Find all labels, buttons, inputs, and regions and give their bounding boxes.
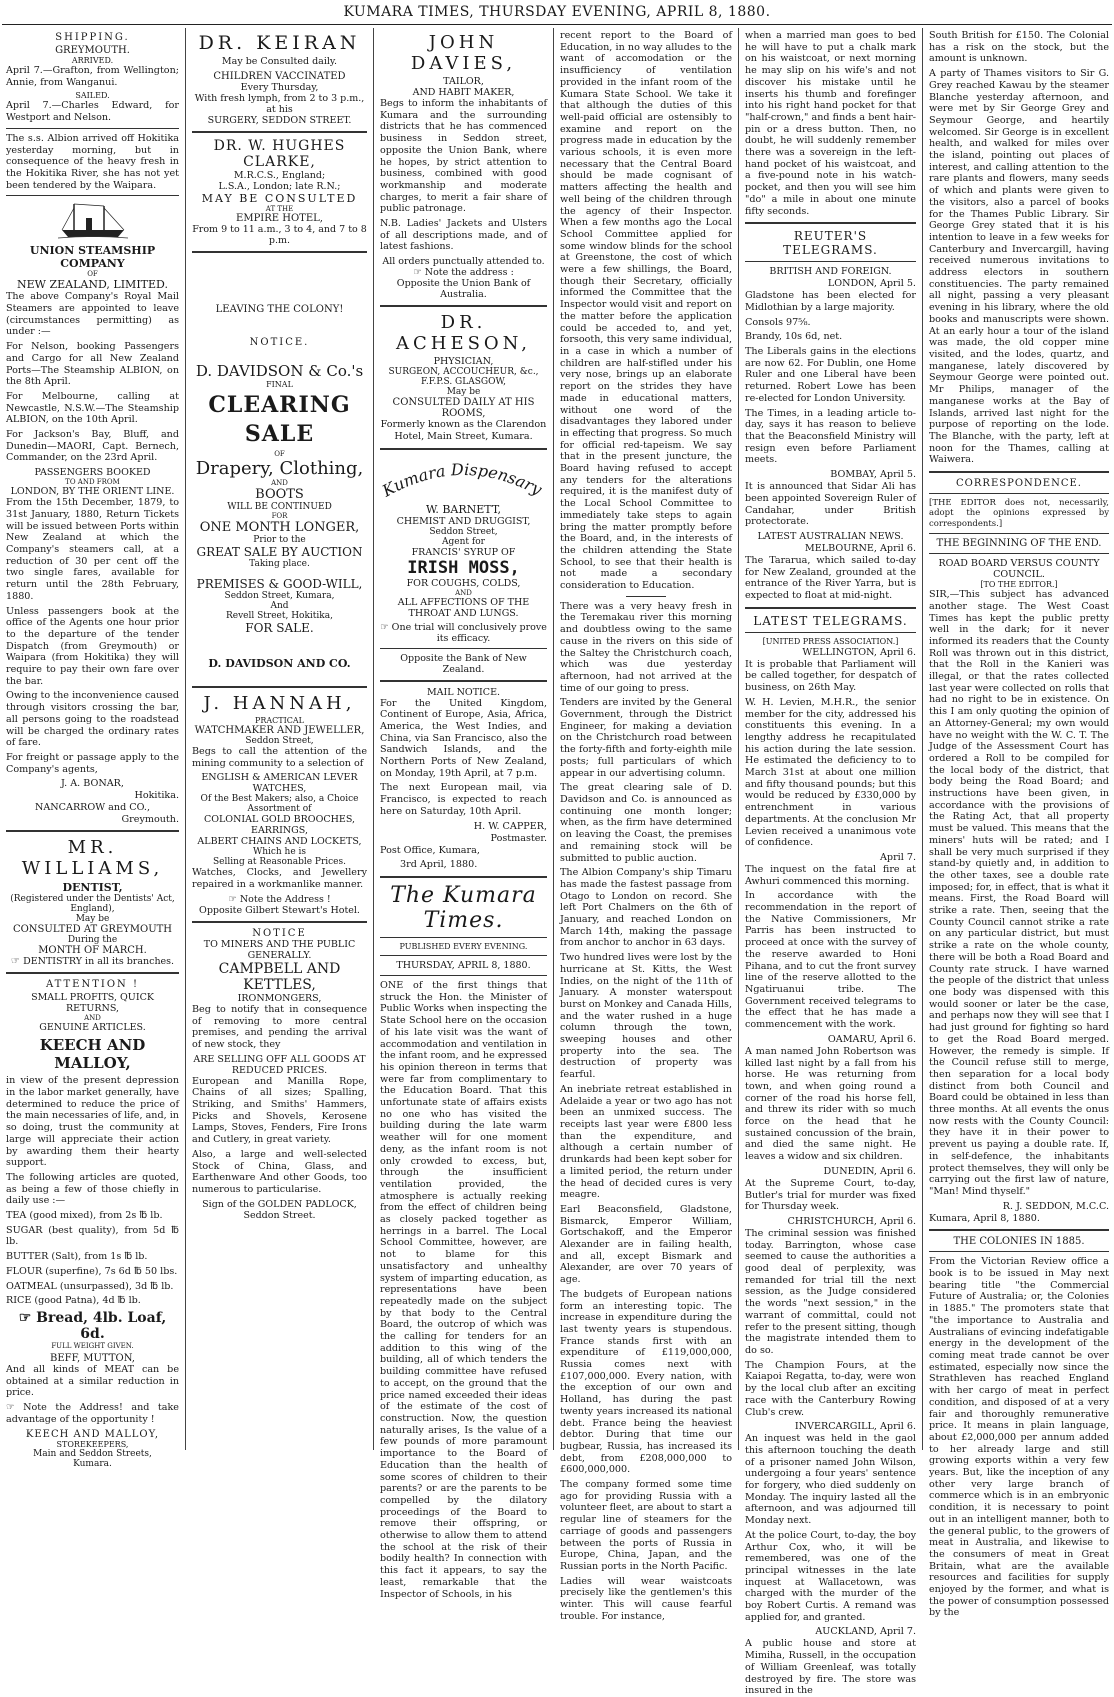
- agent-nancarrow: NANCARROW and CO.,: [34, 802, 151, 814]
- column-4: [560, 30, 732, 1622]
- passengers-p2: Unless passengers book at the office of the Agents one hour prior to the departure of the tender Dispatch (from Greymouth) or Waipara (from Hokitika) they will require to pay their own fare over the bar.: [6, 605, 179, 687]
- notice-heading: NOTICE.: [249, 337, 310, 348]
- small-profits: SMALL PROFITS, QUICK RETURNS,: [31, 992, 154, 1015]
- dispensary-title: [380, 455, 546, 499]
- throat-label: ALL AFFECTIONS OF THE THROAT AND LUNGS.: [397, 596, 530, 619]
- hannah-selling: Selling at Reasonable Prices.: [213, 857, 346, 868]
- hannah-levers: ENGLISH & AMERICAN LEVER WATCHES,: [201, 772, 358, 795]
- waistcoat-continued: when a married man goes to bed he will have to put a chalk mark on his waistcoat, or next morning he may slip on his wife's and not discover his mistake until he inserts his thumb and forefinger into his right hand pocket for that "half-crown," and finds a bent hair-pin or a dress button. Then, no doubt, he will suddenly remember there was a sovereign in the left-hand pocket of his waistcoat, and a five-pound note in his watch-pocket, and then you will see him "do" a mile in about one minute fifty seconds.: [745, 30, 916, 217]
- hannah-opposite: Opposite Gilbert Stewart's Hotel.: [199, 904, 360, 916]
- hannah-watchmaker: WATCHMAKER AND JEWELLER,: [194, 725, 365, 736]
- tel-mimiha: A public house and store at Mimiha, Russell, in the occupation of William Greenleaf, was totally destroyed by fire. The store was insured in the: [745, 1638, 916, 1697]
- pointing-hand-icon: ☞: [18, 1310, 37, 1326]
- usco-nz: NEW ZEALAND, LIMITED.: [17, 278, 168, 292]
- agent-bonar-place: Hokitika.: [134, 790, 179, 802]
- news-st-kitts: Two hundred lives were lost by the hurricane at St. Kitts, the West Indies, on the night of the 11th of January. A monster waterspout burst on Monkey and Canada Hills, and the water rushed in a huge column through the town, sweeping houses and other property into the sea. The destruction of property was fearful.: [560, 952, 732, 1081]
- price-oatmeal: OATMEAL (unsurpassed), 3d ℔ lb.: [6, 1280, 174, 1292]
- padlock-street: Seddon Street.: [243, 1209, 316, 1221]
- beef-heading: BEFF, MUTTON,: [49, 1353, 135, 1364]
- hannah-makers: Of the Best Makers; also, a Choice Assortment of: [200, 794, 359, 815]
- and-label: AND: [455, 588, 472, 597]
- dispensary-banner: [380, 455, 547, 499]
- leader-continued: recent report to the Board of Education, in no way alludes to the want of accomodation or the insufficiency of ventilation provided in the infant room of the Kumara State School. We take it that although the duties of this well-paid official are ostensibly to examine and report on the progress made in education by the various schools, it is even more necessary that the Central Board should be made cognisant of matters affecting the health and well being of the children through the agency of their Inspector. When a few months ago the Local School Committee applied for some window blinds for the school at Greenstone, the cost of which were a few shillings, the Board, though their Secretary, officially informed the Committee that the Inspector would visit and report on the matter before the application could be acceded to, and yet, forsooth, this very same individual, in a case in which a number of children are half-stifled under his very nose, brings up an elaborate report on the strides they have made in educational matters, without one word of the disadvantages they labored under in effecting that progress. So much for official red-tapeism. We say that in the present juncture, the Board having refused to accept any tenders for the alterations required, it is the manifest duty of the Local School Committee to immediately take steps to again bring the matter promptly before the Board, and, in the interests of the children attending the State School, to see that their health is not made a secondary consideration to Education.: [560, 30, 732, 592]
- hannah-practical: PRACTICAL: [254, 716, 304, 725]
- davies-p1: Begs to inform the inhabitants of Kumara and the surrounding districts that he has commenced business in Seddon street, opposite the Union Bank, where he hopes, by strict attention to business, combined with good workmanship and moderate charges, to merit a fair share of public patronage.: [380, 98, 547, 215]
- tel-regatta: The Champion Fours, at the Kaiapoi Regatta, to-day, were won by the local club after an exciting race with the Canterbury Rowing Club's crew.: [745, 1359, 916, 1418]
- dateline-auckland: AUCKLAND, April 7.: [815, 1626, 916, 1638]
- price-tea: TEA (good mixed), from 2s ℔ lb.: [6, 1210, 163, 1222]
- news-russia-fleet: The company formed some time ago for providing Russia with a volunteer fleet, are about to start a regular line of steamers for the carriage of goods and passengers between the ports of Russia in Europe, China, Japan, and the Russian ports in the North Pacific.: [560, 1479, 732, 1572]
- price-rice: RICE (good Patna), 4d ℔ lb.: [6, 1295, 141, 1307]
- williams-may: May be: [75, 914, 110, 925]
- keiran-surgery: SURGERY, SEDDON STREET.: [207, 115, 352, 126]
- beef-text: And all kinds of MEAT can be obtained at a similar reduction in price.: [6, 1364, 179, 1399]
- dateline-christchurch: CHRISTCHURCH, April 6.: [787, 1215, 916, 1227]
- reuter-brandy: Brandy, 10s 6d, net.: [745, 331, 843, 343]
- news-timaru: The Albion Company's ship Timaru has made the fastest passage from Otago to London on record. She left Port Chalmers on the 6th of January, and reached London on March 14th, making the passage from anchor to anchor in 63 days.: [560, 867, 732, 949]
- reuter-tararua: The Tararua, which sailed to-day for New Zealand, grounded at the entrance of the River Yarra, but is expected to float at mid-night.: [745, 554, 916, 602]
- one-trial: One trial will conclusively prove its efficacy.: [391, 621, 547, 644]
- usco-melbourne: For Melbourne, calling at Newcastle, N.S.W.—The Steamship ALBION, on the 10th April.: [6, 390, 179, 426]
- vaccinated: CHILDREN VACCINATED: [213, 71, 346, 82]
- one-month: ONE MONTH LONGER,: [199, 520, 360, 535]
- pointing-hand-icon: ☞: [413, 267, 425, 279]
- williams-reg: (Registered under the Dentists' Act, England),: [10, 894, 175, 915]
- pointing-hand-icon: ☞: [228, 893, 240, 905]
- post-office: Post Office, Kumara,: [380, 844, 480, 856]
- column-rule: [922, 28, 923, 1450]
- for-sale: FOR SALE.: [245, 621, 314, 635]
- reuter-liberals: The Liberals gains in the elections are now 62. For Dublin, one Home Ruler and one Liberal have been returned. Robert Lowe has been re-elected for London University.: [745, 346, 916, 404]
- reuter-times: The Times, in a leading article to-day, says it has reason to believe that the Beaconsfield Ministry will resign even before Parliament meets.: [745, 407, 916, 466]
- acheson-may: May be: [446, 387, 481, 398]
- williams-during: During the: [67, 935, 118, 946]
- hannah-note: Note the Address !: [239, 893, 331, 905]
- tel-parliament: It is probable that Parliament will be called together, for despatch of business, on 26th May.: [745, 658, 916, 694]
- tel-wilson: An inquest was held in the gaol this afternoon touching the death of a prisoner named John Wilson, undergoing a four years' sentence for forgery, who died suddenly on Monday. The inquiry lasted all the afternoon, and was adjourned till Monday next.: [745, 1433, 916, 1527]
- keech-town: Kumara.: [73, 1458, 112, 1469]
- tel-robertson: A man named John Robertson was killed last night by a fall from his horse. He was returning from town, and when going round a corner of the road his horse fell, and threw its rider with so much force on the head that he sustained concussion of the brain, and died the same night. He leaves a widow and six children.: [745, 1045, 916, 1163]
- clarke-may: MAY BE CONSULTED: [201, 192, 358, 205]
- vaccinated-lymph: With fresh lymph, from 2 to 3 p.m., at his: [194, 93, 365, 115]
- drapery-label: Drapery, Clothing,: [195, 458, 364, 479]
- pointing-hand-icon: ☞: [10, 956, 24, 968]
- capper-name: H. W. CAPPER,: [473, 820, 547, 832]
- revell-street: Revell Street, Hokitika,: [226, 611, 333, 621]
- dateline-invercargill: INVERCARGILL, April 6.: [794, 1421, 916, 1433]
- usco-jacksons: For Jackson's Bay, Bluff, and Dunedin—MAORI, Capt. Bernech, Commander, on the 23rd April.: [6, 429, 179, 464]
- colonies-heading: THE COLONIES IN 1885.: [953, 1236, 1085, 1248]
- keech-p2: The following articles are quoted, as being a few of those chiefly in daily use :—: [6, 1171, 179, 1207]
- published-every: PUBLISHED EVERY EVENING.: [399, 941, 528, 951]
- to-miners: TO MINERS AND THE PUBLIC GENERALLY.: [203, 938, 356, 961]
- usco-title: UNION STEAMSHIP COMPANY: [29, 244, 156, 271]
- seddon-kumara: Seddon Street, Kumara,: [224, 591, 335, 601]
- and-label: AND: [84, 1014, 101, 1023]
- davies-orders: All orders punctually attended to.: [382, 256, 545, 268]
- australian-heading: LATEST AUSTRALIAN NEWS.: [757, 530, 904, 542]
- genuine-articles: GENUINE ARTICLES.: [39, 1022, 146, 1034]
- acheson-formerly: Formerly known as the Clarendon Hotel, Main Street, Kumara.: [380, 419, 547, 442]
- hannah-name: J. HANNAH,: [203, 693, 356, 714]
- correspondence-heading: CORRESPONDENCE.: [956, 478, 1082, 490]
- usco-nelson: For Nelson, booking Passengers and Cargo for all New Zealand Ports—The Steamship ALBION, on the 8th April.: [6, 341, 179, 388]
- campbell-p1: Beg to notify that in consequence of removing to more central premises, and pending the arrival of new stock, they: [192, 1003, 367, 1050]
- shipping-note: The s.s. Albion arrived off Hokitika yesterday morning, but in consequence of the heavy fresh in the Hokitika River, she has not yet been tendered by the Waipara.: [6, 132, 179, 191]
- acheson-physician: PHYSICIAN,: [433, 356, 494, 368]
- and-label: And: [270, 601, 289, 611]
- usco-of: OF: [87, 270, 98, 279]
- mail-p2: The next European mail, via Francisco, is expected to reach here on Saturday, 10th April.: [380, 782, 547, 817]
- masthead-rule: [2, 24, 1112, 25]
- masthead: KUMARA TIMES, THURSDAY EVENING, APRIL 8, 1880.: [343, 4, 771, 20]
- steamship-icon: [58, 200, 128, 240]
- tel-butler: At the Supreme Court, to-day, Butler's trial for murder was fixed for Thursday week.: [745, 1177, 916, 1213]
- williams-name: MR. WILLIAMS,: [21, 837, 164, 880]
- news-tenders: Tenders are invited by the General Government, through the District Engineer, for making a deviation on the Christchurch road between the forty-fifth and forty-eighth mile posts; full particulars of which appear in our advertising column.: [560, 697, 732, 779]
- clearing-label: CLEARING: [208, 392, 351, 418]
- keiran-name: DR. KEIRAN: [198, 32, 361, 54]
- acheson-ffps: F.F.P.S. GLASGOW,: [420, 377, 506, 388]
- column-3: [380, 30, 547, 1600]
- ironmongers: IRONMONGERS,: [237, 992, 322, 1004]
- column-6: [929, 30, 1109, 1619]
- tel-parris: In accordance with the recommendation in the report of the Native Commissioners, Mr Parris has been instructed to proceed at once with the survey of the reserve awarded to Honi Pihana, and to cut the front survey line of the reserve allotted to the Ngatiruanui tribe. The Government received telegrams to the effect that he has made a commencement with the work.: [745, 890, 916, 1031]
- tel-criminal: The criminal session was finished today. Barrington, whose case seemed to cause the authorities a good deal of perplexity, was remanded for trial till the next session, as the Judge considered the words "next session," in the warrant of committal, could not refer to the present sitting, though the magistrate intended them to do so.: [745, 1227, 916, 1356]
- davies-note: Note the address :: [424, 267, 514, 279]
- letter-place: Kumara, April 8, 1880.: [929, 1212, 1040, 1224]
- column-5: [745, 30, 916, 1697]
- attention-heading: ATTENTION !: [45, 979, 139, 991]
- campbell-name: CAMPBELL AND KETTLES,: [218, 960, 341, 993]
- letter-signature: R. J. SEDDON, M.C.C.: [1002, 1200, 1109, 1212]
- news-statesmen: Earl Beaconsfield, Gladstone, Bismarck, Emperor William, Gortschakoff, and the Emperor Alexander are in failing health, and all, except Bismark and Alexander, are over 70 years of age.: [560, 1203, 732, 1286]
- mail-p1: For the United Kingdom, Continent of Europe, Asia, Africa, America, the West Indies, and China, via San Francisco, also the Sandwich Islands, and the Northern Ports of New Zealand, on Monday, 19th April, at 7 p.m.: [380, 697, 547, 779]
- clarke-hotel: EMPIRE HOTEL,: [236, 213, 323, 224]
- barnett-street: Seddon Street,: [429, 526, 498, 537]
- acheson-surgeon: SURGEON, ACCOUCHEUR, &c.,: [388, 367, 539, 378]
- arrivals: April 7.—Grafton, from Wellington; Annie, from Wanganui.: [6, 65, 179, 88]
- clarke-mrcs: M.R.C.S., England;: [233, 170, 326, 181]
- williams-branches: DENTISTRY in all its branches.: [23, 956, 175, 968]
- passengers-london: LONDON, BY THE ORIENT LINE.: [10, 486, 175, 498]
- usco-intro: The above Company's Royal Mail Steamers are appointed to leave (circumstances permitting) as under :—: [6, 291, 179, 338]
- great-sale: GREAT SALE BY AUCTION: [196, 545, 363, 559]
- price-sugar: SUGAR (best quality), from 5d ℔ lb.: [6, 1224, 179, 1248]
- acheson-name: DR. ACHESON,: [395, 312, 532, 355]
- road-board-heading: ROAD BOARD VERSUS COUNTY COUNCIL.: [938, 558, 1100, 581]
- post-date: 3rd April, 1880.: [400, 859, 478, 871]
- correspondence-note: [THE EDITOR does not, necessarily, adopt the opinions expressed by correspondents.]: [929, 498, 1109, 529]
- taking-place: Taking place.: [249, 559, 310, 569]
- tel-levien: W. H. Levien, M.H.R., the senior member for the city, addressed his constituents this evening. In a lengthy address he recapitulated his action during the late session. He estimated the deficiency to to March 31st at about one million and fifty thousand pounds; but this would be reduced by £330,000 by entrenchment in various departments. At the conclusion Mr Levien received a unanimous vote of confidence.: [745, 696, 916, 849]
- agent-for: Agent for: [442, 536, 485, 547]
- clarke-at: AT THE: [265, 205, 294, 213]
- barnett-name: W. BARNETT,: [425, 502, 502, 516]
- hannah-repairs: Watches, Clocks, and Jewellery repaired in a workmanlike manner.: [192, 867, 367, 891]
- agent-bonar: J. A. BONAR,: [61, 778, 124, 790]
- port-name: GREYMOUTH.: [55, 45, 130, 56]
- williams-month: MONTH OF MARCH.: [38, 945, 147, 957]
- latest-heading: LATEST TELEGRAMS.: [753, 613, 908, 628]
- reuter-sidar: It is announced that Sidar Ali has been appointed Sovereign Ruler of Candahar, under British protectorate.: [745, 481, 916, 528]
- campbell-p3: Also, a large and well-selected Stock of China, Glass, and Earthenware And other Goods, too numerous to particularise.: [192, 1148, 367, 1195]
- vaccinated-every: Every Thursday,: [240, 82, 319, 93]
- bread-price: Bread, 4lb. Loaf, 6d.: [36, 1310, 167, 1342]
- golden-padlock: Sign of the GOLDEN PADLOCK,: [202, 1198, 357, 1210]
- davidson-signature: D. DAVIDSON AND CO.: [208, 657, 351, 670]
- boots-label: BOOTS: [255, 487, 304, 502]
- seddon-letter: SIR,—This subject has advanced another stage. The West Coast Times has kept the public pretty well in the dark; for it never informed its readers that the County Roll was thrown out in this district, that the Roll in the Kanieri was illegal, or that the rates collected last year were collected on rolls that had no right to be in existence. On this I am only quoting the opinion of an Attorney-General; my own would have no weight with the W. C. T. The Judge of the Assessment Court has ordered a Roll to be compiled for the local body of the district, that body being the Road Board; and instructions have been given, in accordance with the provisions of the Rating Act, that all property must be valued. This means that the miners' huts will be rated; and I shall be very much surprised if they stand-by quietly and, in addition to the other taxes, see a double rate imposed; for, in effect, that is what it means. First, the Road Board will strike a rate. Then, seeing that the County Council cannot strike a rate on any particular district, but must strike a rate on the whole county, there will be both a Road Board and County rate struck. I have warned the people of the district that unless one body was dispensed with this would sooner or later be the case, and perhaps now they will see that I had just ground for fighting so hard to get the Road Board merged. However, the remedy is simple. If the Council refuse still to merge, then separation for a local body distinct from both Council and Board could be obtained in less than three months. At all events the onus now rests with the County Council: they have it in their power to prevent us paying a double rate. If, in self-defence, the inhabitants protect themselves, they will only be carrying out the first law of nature, "Man! Mind thyself.": [929, 589, 1109, 1197]
- hannah-chains: ALBERT CHAINS AND LOCKETS,: [197, 836, 362, 848]
- upa-label: [UNITED PRESS ASSOCIATION.]: [762, 636, 899, 646]
- francis-syrup: FRANCIS' SYRUP OF: [411, 546, 516, 558]
- dispensary-title-path: Kumara Dispensary: [380, 459, 544, 499]
- paper-title: The Kumara Times.: [390, 882, 537, 933]
- chemist-label: CHEMIST AND DRUGGIST,: [396, 515, 531, 527]
- for-label: FOR: [271, 512, 288, 520]
- mail-notice-heading: MAIL NOTICE.: [426, 686, 501, 698]
- campbell-p2: European and Manilla Rope, Chains of all sizes; Spalling, Striking, and Smiths' Hammers, Picks and Shovels, Kerosene Lamps, Stoves, Fenders, Fire Irons and Cutlery, in great variety.: [192, 1075, 367, 1146]
- keech-signature: KEECH AND MALLOY,: [25, 1428, 160, 1440]
- price-butter: BUTTER (Salt), from 1s ℔ lb.: [6, 1251, 148, 1263]
- news-clearing: The great clearing sale of D. Davidson and Co. is announced as continuing one month longer; when, as the firm have determined on leaving the Coast, the premises and remaining stock will be submitted to public auction.: [560, 782, 732, 864]
- pointing-hand-icon: ☞: [380, 621, 392, 633]
- habit-maker: AND HABIT MAKER,: [412, 87, 515, 98]
- selling-off: ARE SELLING OFF ALL GOODS AT REDUCED PRICES.: [193, 1053, 366, 1076]
- keech-streets: Main and Seddon Streets,: [33, 1448, 152, 1459]
- clarke-name: DR. W. HUGHES CLARKE,: [213, 138, 346, 170]
- notice2-heading: NOTICE: [252, 927, 307, 939]
- premises-label: PREMISES & GOOD-WILL,: [196, 577, 363, 591]
- issue-date: THURSDAY, APRIL 8, 1880.: [396, 959, 531, 971]
- sale-label: SALE: [244, 421, 315, 447]
- beginning-heading: THE BEGINNING OF THE END.: [936, 538, 1102, 550]
- irish-moss: IRISH MOSS,: [407, 557, 520, 578]
- davidson-name: D. DAVIDSON & Co.'s: [195, 362, 364, 380]
- hannah-brooches: COLONIAL GOLD BROOCHES, EARRINGS,: [203, 814, 356, 837]
- leaving-colony: LEAVING THE COLONY!: [215, 304, 344, 315]
- williams-title: DENTIST,: [62, 881, 123, 895]
- williams-consulted: CONSULTED AT GREYMOUTH: [12, 924, 173, 936]
- davies-name: JOHN DAVIES,: [410, 32, 517, 74]
- to-editor: [TO THE EDITOR.]: [980, 580, 1058, 590]
- mimiha-continued: South British for £150. The Colonial has a risk on the stock, but the amount is unknown.: [929, 30, 1109, 65]
- reuter-consols: Consols 97⅝.: [745, 316, 811, 328]
- keech-note: Note the Address! and take advantage of the opportunity !: [6, 1402, 179, 1425]
- dateline-london: LONDON, April 5.: [827, 278, 916, 290]
- column-1: [6, 30, 179, 1469]
- keech-heading: KEECH AND MALLOY,: [39, 1036, 146, 1073]
- leader-article: ONE of the first things that struck the Hon. the Minister of Public Works when inspecting the State School here on the occasion of his late visit was the want of accommodation and ventilation in the infant room, and he expressed his opinion thereon in terms that were far from complimentary to the Education Board. That this unfortunate state of affairs exists no one who has visited the building during the late warm weather will for one moment deny, as the infant room is not only crowded to excess, but, through the insufficient ventilation provided, the atmosphere is actually reeking from the effect of children being as closely packed together as herrings in a barrel. The Local School Committee, however, are not to blame for this unsatisfactory and unhealthy system of imparting education, as representations have been repeatedly made on the subject by that body to the Central Board, the outcrop of which was the calling for tenders for an addition to this wing of the building, all of which tenders the building committee have refused to accept, on the ground that the price named exceeded their ideas of the estimate of the cost of construction. Now, the question naturally arises, Is the value of a few pounds of more paramount importance to the Board of Education than the health of some scores of children to their parents? or are the parents to be compelled by the dilatory proceedings of the Board to remove their offspring, or otherwise to allow them to attend the school at the risk of their bodily health? In connection with this fact it appears, to say the least, remarkable that the Inspector of Schools, in his: [380, 979, 547, 1600]
- tailor-label: TAILOR,: [443, 76, 484, 87]
- of-label: OF: [274, 450, 285, 458]
- dateline-dunedin: DUNEDIN, April 6.: [823, 1165, 916, 1177]
- dateline-april7: April 7.: [880, 851, 916, 863]
- news-fresh: There was a very heavy fresh in the Teremakau river this morning and doubtless owing to the same cause in the rivers on this side of the Saltey the Christchurch coach, which was due yesterday afternoon, had not arrived at the time of our going to press.: [560, 600, 732, 694]
- price-flour: FLOUR (superfine), 7s 6d ℔ 50 lbs.: [6, 1265, 178, 1277]
- column-rule: [738, 28, 739, 1450]
- davies-nb: N.B. Ladies' Jackets and Ulsters of all descriptions made, and of latest fashions.: [380, 218, 547, 253]
- passengers-p1: From the 15th December, 1879, to 31st January, 1880, Return Tickets will be issued between Ports within New Zealand at which the Company's steamers call, at a reduction of 30 per cent off the two single fares, available for return until the 28th February, 1880.: [6, 497, 179, 602]
- final-label: FINAL: [266, 380, 293, 389]
- davies-opposite: Opposite the Union Bank of Australia.: [396, 278, 531, 301]
- tel-inquest: The inquest on the fatal fire at Awhuri commenced this morning.: [745, 863, 916, 887]
- passengers-heading: PASSENGERS BOOKED: [34, 467, 151, 479]
- acheson-consulted: CONSULTED DAILY AT HIS ROOMS,: [392, 397, 535, 420]
- dateline-melbourne: MELBOURNE, April 6.: [804, 542, 916, 554]
- hannah-street: Seddon Street,: [245, 736, 314, 746]
- dateline-oamaru: OAMARU, April 6.: [827, 1033, 916, 1045]
- opp-bank: Opposite the Bank of New Zealand.: [400, 652, 527, 675]
- will-continue: WILL BE CONTINUED: [227, 502, 332, 512]
- full-weight: FULL WEIGHT GIVEN.: [51, 1342, 134, 1350]
- colonies-article: From the Victorian Review office a book is to be issued in May next bearing title "the Commercial Future of Australia; or, the Colonies in 1885." The promoters state that "the importance to Australia and Australians of evincing indefatigable energy in the development of the coming meat trade cannot be over estimated, especially now since the Strathleven has reached England with her cargo of meat in perfect condition, and disposed of at a very fair and thoroughly remunerative price. It means in plain language, about £2,000,000 per annum added to her already large and still growing exports within a very few years. But, like the inception of any other very large branch of commerce which is in an embryonic condition, it is necessary to point out in an intelligent manner, both to the general public, to the growers of meat in Australia, and likewise to the consumers of meat in Great Britain, what are the available resources and facilities for supply enjoyed by the former, and what is the power of consumption possessed by the: [929, 1256, 1109, 1619]
- postmaster-label: Postmaster.: [490, 832, 547, 844]
- agent-nancarrow-place: Greymouth.: [121, 814, 179, 826]
- reuter-gladstone: Gladstone has been elected for Midlothian by a large majority.: [745, 290, 916, 313]
- keech-p1: in view of the present depression in the labor market generally, have determined to reduce the price of the main necessaries of life, and, in so doing, trust the community at large will appreciate their action by awarding them their hearty support.: [6, 1075, 179, 1169]
- reuter-heading: REUTER'S TELEGRAMS.: [783, 229, 878, 258]
- sailings: April 7.—Charles Edward, for Westport and Nelson.: [6, 100, 179, 124]
- dateline-bombay: BOMBAY, April 5.: [830, 469, 916, 481]
- column-rule: [553, 28, 554, 1450]
- arrived-label: ARRIVED.: [71, 56, 114, 65]
- hannah-which: Which he is: [252, 847, 307, 858]
- passengers-to: TO AND FROM: [65, 478, 120, 487]
- passengers-p3: Owing to the inconvenience caused through visitors crossing the bar, all persons going to the roadstead will be charged the ordinary rates of fare.: [6, 690, 179, 749]
- shipping-heading: SHIPPING.: [55, 32, 130, 43]
- news-inebriate: An inebriate retreat established in Adelaide a year or two ago has not been an unmixed success. The receipts last year were £800 less than the expenditure, and although a certain number of drunkards had been kept sober for a limited period, the return under the head of decided cures is very meagre.: [560, 1083, 732, 1201]
- coughs-label: FOR COUGHS, COLDS,: [406, 577, 521, 589]
- news-waistcoats: Ladies will wear waistcoats precisely like the gentlemen's this winter. This will cause fearful trouble. For instance,: [560, 1575, 732, 1622]
- clarke-hours: From 9 to 11 a.m., 3 to 4, and 7 to 8 p.m.: [192, 224, 367, 246]
- sailed-label: SAILED.: [75, 91, 110, 101]
- dateline-wellington: WELLINGTON, April 6.: [802, 646, 916, 658]
- hannah-intro: Begs to call the attention of the mining community to a selection of: [192, 746, 367, 769]
- british-foreign: BRITISH AND FOREIGN.: [769, 266, 892, 278]
- column-rule: [185, 28, 186, 1450]
- keiran-may: May be Consulted daily.: [221, 56, 338, 67]
- passengers-p4: For freight or passage apply to the Company's agents,: [6, 751, 179, 775]
- tel-cox: At the police Court, to-day, the boy Arthur Cox, who, it will be remembered, was one of the principal witnesses in the late inquest at Wallacetown, was charged with the murder of the boy Robert Curtis. A remand was applied for, and granted.: [745, 1529, 916, 1623]
- storekeepers: STOREKEEPERS,: [56, 1439, 129, 1449]
- news-budgets: The budgets of European nations form an interesting topic. The increase in expenditure during the last twenty years is stupendous. France stands first with an expenditure of £119,000,000, Russia comes next with £107,000,000. Every nation, with the exception of our own and Holland, has during the past twenty years increased its national debt. France being the heaviest debtor. During that time our bugbear, Russia, has increased its debt, from £208,000,000 to £600,000,000.: [560, 1288, 732, 1476]
- prior-label: Prior to the: [253, 535, 306, 545]
- and-label: AND: [271, 479, 288, 487]
- column-2: [192, 30, 367, 1450]
- column-rule: [373, 28, 374, 1450]
- pointing-hand-icon: ☞: [6, 1402, 24, 1414]
- clarke-lsa: L.S.A., London; late R.N.;: [218, 181, 341, 192]
- grey-visit: A party of Thames visitors to Sir G. Grey reached Kawau by the steamer Blanche yesterday afternoon, and were met by Sir George Grey and Seymour George, and heartily welcomed. Sir George is in excellent health, and walked for miles over the island, pointing out places of interest, and calling attention to the rare plants and flowers, many seeds of which and plants were given to the visitors, also a parcel of books for the Thames Public Library. Sir George Grey stated that it is his intention to leave in a few weeks for Canterbury and Invercargill, having received numerous invitations to address electors in southern constituencies. The party remained all night, passing a very pleasant evening in his library, where the old books and manuscripts were shown. At an early hour a tour of the island was made, the old copper mine visited, and the lodes, quartz, and manganese, lately discovered by Seymour George were pointed out. Mr Philips, manager of the manganese works at the Bay of Islands, arrived last night for the purpose of reporting on the lode. The Blanche, with the party, left at noon for the Thames, calling at Waiwera.: [929, 68, 1109, 466]
